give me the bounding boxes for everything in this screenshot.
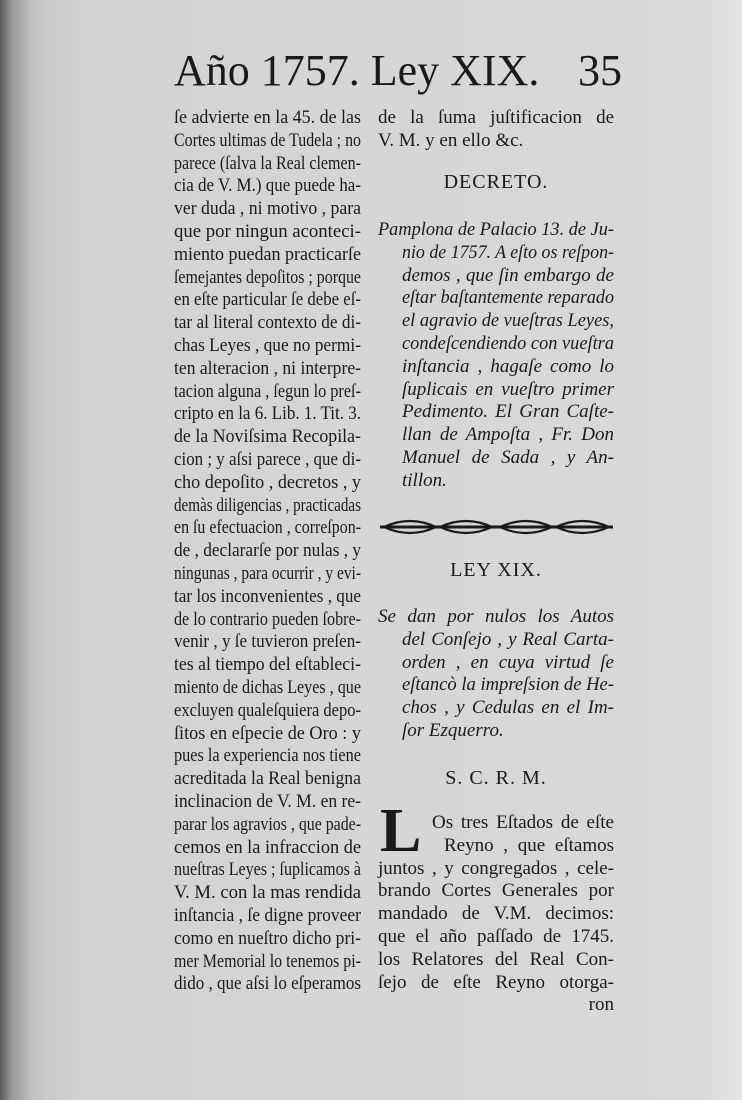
text-line	[174, 472, 361, 493]
text-line-content: tar al literal contexto de di-	[174, 312, 361, 334]
ornament-divider	[380, 515, 613, 539]
text-line	[378, 107, 614, 128]
text-line-content: demos , que ſin embargo de	[402, 264, 614, 286]
text-line-content: tillon.	[402, 469, 447, 491]
text-line-content: en eſte particular ſe debe eſ-	[174, 289, 362, 311]
text-line	[174, 198, 361, 219]
text-line-content: parece (ſalva la Real clemen-	[174, 152, 361, 174]
text-line-content: V. M. y en ello &c.	[378, 129, 524, 151]
text-line	[378, 880, 614, 901]
text-line	[174, 745, 361, 766]
text-line-content: nio de 1757. A eſto os reſpon-	[402, 241, 614, 263]
text-line	[174, 882, 361, 903]
text-line	[174, 768, 361, 789]
text-line	[174, 951, 361, 972]
text-line	[378, 972, 614, 993]
text-line-content: acreditada la Real benigna	[174, 768, 361, 790]
text-line	[174, 221, 361, 242]
text-line	[174, 289, 361, 310]
text-line-content: excluyen qualeſquiera depo-	[174, 699, 361, 721]
text-line	[174, 312, 361, 333]
text-line-content: Reyno , que eſtamos	[444, 834, 614, 856]
text-line	[378, 130, 614, 151]
text-line	[432, 812, 614, 833]
text-line-content: Se dan por nulos los Autos	[378, 606, 615, 627]
text-line	[402, 447, 614, 468]
text-line-content: parar los agravios , que pade-	[174, 813, 362, 835]
text-line	[444, 835, 614, 856]
text-line	[174, 723, 361, 744]
text-line-content: de la ſuma juſtificacion de	[378, 107, 615, 128]
text-line	[174, 107, 361, 128]
text-line-content: ningunas , para ocurrir , y evi-	[174, 563, 362, 584]
text-line-content: chas Leyes , que no permi-	[174, 335, 361, 356]
text-line-content: el agravio de vueſtras Leyes,	[402, 310, 614, 332]
text-line	[174, 563, 361, 584]
text-line-content: inſtancia , hagaſe como lo	[402, 355, 614, 377]
text-line-content: condeſcendiendo con vueſtra	[402, 333, 614, 354]
text-line	[402, 310, 614, 331]
text-line-content: como en nueſtro dicho pri-	[174, 927, 362, 949]
text-line-content: dido , que aſsi lo eſperamos	[174, 973, 362, 995]
text-line	[378, 858, 614, 879]
text-line-content: cripto en la 6. Lib. 1. Tit. 3.	[174, 403, 361, 425]
text-line	[378, 994, 614, 1015]
text-line-content: que por ningun aconteci-	[174, 221, 362, 242]
text-line-content: Pamplona de Palacio 13. de Ju-	[378, 219, 615, 240]
text-line	[174, 130, 361, 151]
text-line-content: los Relatores del Real Con-	[378, 948, 614, 970]
text-line-content: eſtar baſtantemente reparado	[402, 287, 615, 309]
text-line	[402, 401, 614, 422]
text-line	[402, 379, 614, 400]
text-line	[174, 358, 361, 379]
text-line-content: Os tres Eſtados de eſte	[432, 812, 614, 833]
running-title: Año 1757. Ley XIX.	[174, 46, 540, 95]
text-line-content: juntos , y congregados , cele-	[378, 857, 614, 879]
text-line-content: tacion alguna , ſegun lo preſ-	[174, 380, 362, 402]
text-line-content: de lo contrario pueden ſobre-	[174, 608, 362, 630]
text-line	[174, 175, 361, 196]
text-line	[174, 517, 361, 538]
text-line-content: Cortes ultimas de Tudela ; no	[174, 129, 361, 151]
text-line-content: ſemejantes depoſitos ; porque	[174, 266, 361, 288]
text-line	[378, 219, 614, 240]
text-line-content: Pedimento. El Gran Caſte-	[402, 401, 615, 423]
page-number: 35	[578, 46, 622, 95]
text-line-content: ſor Ezquerro.	[402, 720, 504, 741]
text-line-content: mandado de V.M. decimos:	[378, 903, 615, 925]
text-line-content: llan de Ampoſta , Fr. Don	[402, 424, 614, 446]
text-line	[174, 335, 361, 356]
text-line-content: tes al tiempo del eſtableci-	[174, 654, 361, 676]
text-line	[174, 449, 361, 470]
text-line	[174, 814, 361, 835]
text-line	[402, 424, 614, 445]
text-line	[378, 926, 614, 947]
text-line	[174, 267, 361, 288]
text-line-content: ſitos en eſpecie de Oro : y	[174, 722, 362, 744]
text-line-content: miento puedan practicarſe	[174, 243, 361, 265]
text-line-content: del Conſejo , y Real Carta-	[402, 628, 614, 650]
text-line-content: ſuplicais en vueſtro primer	[402, 378, 614, 400]
text-line	[402, 287, 614, 308]
address-heading: S. C. R. M.	[445, 767, 547, 789]
text-line-content: eſtancò la impreſsion de He-	[402, 674, 615, 696]
text-line-content: mer Memorial lo tenemos pi-	[174, 950, 361, 972]
text-line	[378, 903, 614, 924]
text-line-content: cho depoſito , decretos , y	[174, 471, 361, 493]
text-line	[174, 791, 361, 812]
text-line	[174, 837, 361, 858]
text-line	[402, 470, 614, 491]
text-line	[174, 905, 361, 926]
text-line	[174, 700, 361, 721]
text-line-content: venir , y ſe tuvieron preſen-	[174, 631, 362, 653]
text-line-content: de la Noviſsima Recopila-	[174, 426, 362, 448]
text-line-content: brando Cortes Generales por	[378, 880, 614, 902]
text-line-content: cemos en la infraccion de	[174, 836, 361, 858]
text-line	[402, 333, 614, 354]
text-line-content: inſtancia , ſe digne proveer	[174, 905, 362, 926]
text-line	[402, 265, 614, 286]
text-line-content: chos , y Cedulas en el Im-	[402, 697, 614, 719]
text-line	[402, 652, 614, 673]
text-line	[174, 381, 361, 402]
text-line	[174, 153, 361, 174]
text-line	[402, 720, 614, 741]
text-line-content: inclinacion de V. M. en re-	[174, 791, 362, 812]
text-line-content: cia de V. M.) que puede ha-	[174, 175, 362, 197]
text-line-content: ron	[588, 994, 614, 1016]
decreto-heading: DECRETO.	[443, 171, 549, 193]
text-line-content: ſe advierte en la 45. de las	[174, 107, 362, 128]
text-line	[402, 629, 614, 650]
text-line	[174, 609, 361, 630]
text-line	[174, 928, 361, 949]
drop-cap: L	[380, 797, 422, 865]
text-line	[174, 654, 361, 675]
text-line	[378, 949, 614, 970]
ley-heading: LEY XIX.	[450, 559, 542, 581]
text-line	[174, 403, 361, 424]
text-line-content: en ſu efectuacion , correſpon-	[174, 517, 361, 539]
text-line	[402, 697, 614, 718]
text-line	[174, 426, 361, 447]
text-line-content: miento de dichas Leyes , que	[174, 677, 362, 698]
text-line	[402, 242, 614, 263]
text-line-content: pues la experiencia nos tiene	[174, 745, 361, 767]
text-line	[174, 973, 361, 994]
text-line-content: orden , en cuya virtud ſe	[402, 651, 614, 673]
text-line-content: que el año paſſado de 1745.	[378, 926, 614, 947]
text-line-content: Manuel de Sada , y An-	[402, 447, 614, 468]
text-line	[174, 586, 361, 607]
text-line-content: ten alteracion , ni interpre-	[174, 357, 361, 379]
text-line	[174, 495, 361, 516]
text-line	[174, 859, 361, 880]
text-line-content: V. M. con la mas rendida	[174, 882, 362, 904]
text-line	[174, 631, 361, 652]
text-line-content: de , declararſe por nulas , y	[174, 540, 362, 562]
text-line	[378, 606, 614, 627]
text-line	[174, 540, 361, 561]
text-line	[174, 244, 361, 265]
text-line	[402, 674, 614, 695]
text-line-content: tar los inconvenientes , que	[174, 585, 361, 607]
text-line-content: demàs diligencias , practicadas	[174, 494, 361, 516]
text-line-content: ver duda , ni motivo , para	[174, 198, 362, 220]
text-line-content: ſejo de eſte Reyno otorga-	[378, 971, 614, 993]
text-line-content: nueſtras Leyes ; ſuplicamos à	[174, 859, 361, 881]
text-line-content: cion ; y aſsi parece , que di-	[174, 449, 361, 470]
text-line	[402, 356, 614, 377]
text-line	[174, 677, 361, 698]
